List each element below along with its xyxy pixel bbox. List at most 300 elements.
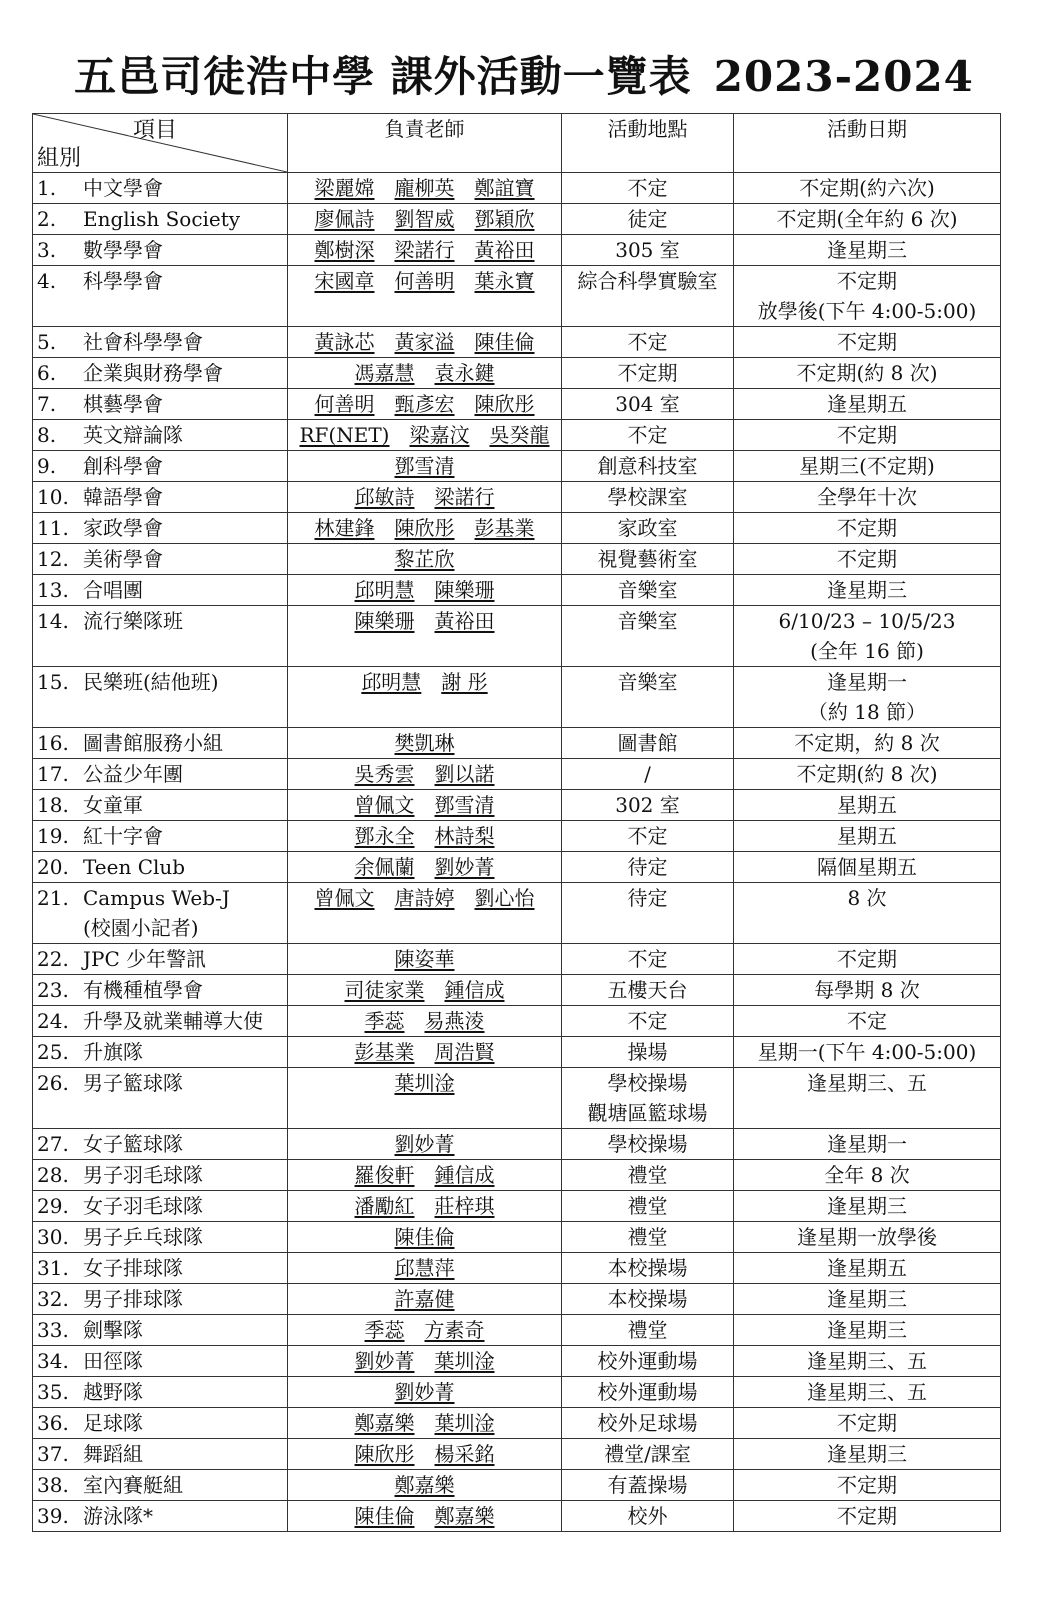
teacher-name: 劉妙菁 [354,1349,415,1373]
date-text: 星期一(下午 4:00-5:00) [757,1040,977,1064]
teacher-name: 莊梓琪 [434,1194,495,1218]
activity-cell [33,204,288,235]
teacher-name: 彭基業 [354,1040,415,1064]
row-number: 25. [37,1040,69,1064]
teachers-cell [288,235,562,266]
table-row [33,1439,1001,1470]
teachers-cell [288,358,562,389]
activity-cell [33,1315,288,1346]
date-cell [734,235,1001,266]
activity-name: 女子籃球隊 [83,1132,183,1156]
activity-name: 美術學會 [83,547,163,571]
location-text: 音樂室 [617,670,678,694]
teachers-cell [288,266,562,327]
location-cell [562,1068,734,1129]
activity-name: 女童軍 [83,793,143,817]
date-text: 逢星期三 [827,1287,907,1311]
activity-name: 韓語學會 [83,485,163,509]
activity-cell [33,266,288,327]
location-cell [562,790,734,821]
teacher-name: 甄彥宏 [394,392,455,416]
date-text: 星期五 [837,824,897,848]
date-cell [734,420,1001,451]
row-number: 23. [37,978,69,1002]
date-cell [734,575,1001,606]
activity-cell [33,451,288,482]
activity-cell [33,1346,288,1377]
date-text: 逢星期一放學後 [797,1225,937,1249]
teachers-cell [288,1006,562,1037]
location-cell [562,575,734,606]
activity-cell [33,358,288,389]
teachers-cell [288,575,562,606]
location-text: 本校操場 [607,1256,688,1280]
location-text: 圖書館 [617,731,678,755]
teacher-name: 陳樂珊 [354,609,415,633]
date-text: 逢星期一 [827,670,907,694]
activity-cell [33,235,288,266]
activity-name: 升學及就業輔導大使 [83,1009,263,1033]
date-cell [734,451,1001,482]
date-text: 逢星期三 [827,1194,907,1218]
teachers-cell [288,790,562,821]
location-cell [562,451,734,482]
teacher-name: 陳欣彤 [354,1442,415,1466]
location-text: 305 室 [615,238,680,262]
activity-name: 男子籃球隊 [83,1071,183,1095]
activity-name: 女子羽毛球隊 [83,1194,203,1218]
teacher-name: 鄧永全 [354,824,415,848]
teacher-name: 陳樂珊 [434,578,495,602]
activity-name: 企業與財務學會 [83,361,223,385]
location-text: 不定 [627,423,668,447]
row-number: 39. [37,1504,69,1528]
activity-cell [33,327,288,358]
table-row [33,1253,1001,1284]
teacher-name: 陳欣彤 [474,392,535,416]
date-text: (全年 16 節) [810,639,924,663]
date-cell [734,667,1001,728]
table-row [33,575,1001,606]
activity-name: 男子羽毛球隊 [83,1163,203,1187]
teacher-name: 梁麗嫦 [314,176,375,200]
teacher-name: 鄭嘉樂 [354,1411,415,1435]
date-cell [734,1346,1001,1377]
table-row [33,1284,1001,1315]
table-row [33,173,1001,204]
location-text: 校外運動場 [597,1380,698,1404]
teacher-name: 袁永鍵 [434,361,495,385]
date-text: 逢星期三、五 [807,1071,927,1095]
teacher-name: 邱明慧 [361,670,422,694]
date-cell [734,1191,1001,1222]
date-text: 不定期 [837,330,897,354]
teacher-name: 宋國章 [314,269,375,293]
activity-name: JPC 少年警訊 [83,947,207,971]
teachers-cell [288,1470,562,1501]
teacher-name: 潘勵紅 [354,1194,415,1218]
table-row [33,451,1001,482]
teachers-cell [288,1408,562,1439]
table-row [33,1346,1001,1377]
activity-cell [33,1037,288,1068]
teacher-name: 邱明慧 [354,578,415,602]
teacher-name: 曾佩文 [354,793,415,817]
row-number: 8. [37,423,57,447]
page-title [0,44,1048,104]
teacher-name: 周浩賢 [434,1040,495,1064]
location-cell [562,482,734,513]
teacher-name: 黃家溢 [394,330,455,354]
teacher-name: 廖佩詩 [314,207,375,231]
date-cell [734,544,1001,575]
date-cell [734,266,1001,327]
activity-cell [33,1501,288,1532]
teachers-cell [288,1315,562,1346]
row-number: 2. [37,207,57,231]
date-cell [734,327,1001,358]
location-text: 學校課室 [607,485,688,509]
activity-cell [33,1408,288,1439]
location-cell [562,1160,734,1191]
row-number: 5. [37,330,57,354]
teacher-name: 馮嘉慧 [354,361,415,385]
teacher-name: 鄭誼寶 [474,176,535,200]
date-cell [734,944,1001,975]
row-number: 12. [37,547,69,571]
teacher-name: 陳欣彤 [394,516,455,540]
row-number: 27. [37,1132,69,1156]
row-number: 11. [37,516,69,540]
teacher-name: 司徒家業 [344,978,425,1002]
row-number: 38. [37,1473,69,1497]
date-cell [734,1501,1001,1532]
location-text: 不定 [627,176,668,200]
location-text: 校外運動場 [597,1349,698,1373]
date-cell [734,1408,1001,1439]
activity-cell [33,575,288,606]
teacher-name: 葉圳淦 [434,1411,495,1435]
location-text: 不定期 [617,361,678,385]
teachers-cell [288,944,562,975]
activity-cell [33,1377,288,1408]
location-text: 待定 [627,855,668,879]
activity-name: 創科學會 [83,454,163,478]
date-text: （約 18 節） [807,700,927,724]
location-cell [562,1129,734,1160]
date-cell [734,1315,1001,1346]
teachers-cell [288,1160,562,1191]
teacher-name: 劉心怡 [474,886,535,910]
location-cell [562,235,734,266]
table-row [33,667,1001,728]
activity-name: 足球隊 [83,1411,143,1435]
activity-cell [33,1160,288,1191]
location-cell [562,728,734,759]
teacher-name: 鄭樹深 [314,238,375,262]
date-cell [734,606,1001,667]
date-text: 星期三(不定期) [799,454,935,478]
location-cell [562,606,734,667]
activity-name: 圖書館服務小組 [83,731,223,755]
date-text: 不定期 [837,547,897,571]
location-text: 待定 [627,886,668,910]
date-cell [734,1377,1001,1408]
teacher-name: 鄧穎欣 [474,207,535,231]
location-cell [562,759,734,790]
activity-cell [33,389,288,420]
row-number: 21. [37,886,69,910]
table-row [33,606,1001,667]
activity-name: 數學學會 [83,238,163,262]
activity-name: 英文辯論隊 [83,423,183,447]
location-cell [562,1037,734,1068]
activity-name: 合唱團 [83,578,143,602]
row-number: 13. [37,578,69,602]
table-row [33,1470,1001,1501]
location-cell [562,944,734,975]
location-cell [562,389,734,420]
row-number: 10. [37,485,69,509]
table-row [33,420,1001,451]
teacher-name: 邱敏詩 [354,485,415,509]
date-text: 星期五 [837,793,897,817]
teacher-name: 吳癸龍 [489,423,550,447]
teacher-name: 梁嘉汶 [409,423,470,447]
location-text: 不定 [627,824,668,848]
date-text: 逢星期三 [827,578,907,602]
row-number: 15. [37,670,69,694]
teachers-cell [288,1222,562,1253]
table-row [33,1129,1001,1160]
teacher-name: 劉智威 [394,207,455,231]
row-number: 31. [37,1256,69,1280]
header-row [33,114,1001,173]
row-number: 1. [37,176,57,200]
activity-cell [33,1191,288,1222]
header-location: 活動地點 [562,114,734,173]
teacher-name: 陳姿華 [394,947,455,971]
activity-name: 棋藝學會 [83,392,163,416]
row-number: 32. [37,1287,69,1311]
date-text: 不定期(約 8 次) [796,361,938,385]
table-row [33,1037,1001,1068]
activity-name-subtitle: (校園小記者) [83,916,199,940]
teacher-name: 易燕淩 [424,1009,485,1033]
title-year: 2023-2024 [713,52,974,101]
location-cell [562,1470,734,1501]
teachers-cell [288,482,562,513]
table-row [33,1408,1001,1439]
teacher-name: 葉圳淦 [434,1349,495,1373]
teacher-name: 劉妙菁 [434,855,495,879]
activity-cell [33,173,288,204]
row-number: 17. [37,762,69,786]
teacher-name: 黎芷欣 [394,547,455,571]
teacher-name: 陳佳倫 [354,1504,415,1528]
header-item-group-cell [33,114,288,173]
teacher-name: 劉妙菁 [394,1132,455,1156]
activity-cell [33,728,288,759]
location-text: 不定 [627,1009,668,1033]
location-cell [562,1408,734,1439]
location-text: 學校操場 [607,1132,688,1156]
activity-cell [33,852,288,883]
date-cell [734,173,1001,204]
date-cell [734,1037,1001,1068]
activity-cell [33,821,288,852]
date-cell [734,389,1001,420]
row-number: 19. [37,824,69,848]
teachers-cell [288,606,562,667]
teacher-name: 劉以諾 [434,762,495,786]
table-row [33,883,1001,944]
row-number: 29. [37,1194,69,1218]
date-cell [734,975,1001,1006]
table-row [33,852,1001,883]
table-row [33,513,1001,544]
date-text: 不定期 [837,1411,897,1435]
teachers-cell [288,883,562,944]
date-text: 不定期 [837,1473,897,1497]
teachers-cell [288,1346,562,1377]
teachers-cell [288,1068,562,1129]
location-text: 學校操場 [607,1071,688,1095]
teacher-name: 葉永寶 [474,269,535,293]
location-cell [562,327,734,358]
activity-cell [33,513,288,544]
teachers-cell [288,420,562,451]
activity-name: 男子排球隊 [83,1287,183,1311]
teachers-cell [288,759,562,790]
table-row [33,235,1001,266]
date-cell [734,1068,1001,1129]
date-cell [734,1222,1001,1253]
location-cell [562,1315,734,1346]
table-row [33,358,1001,389]
location-text: 302 室 [615,793,680,817]
location-cell [562,1191,734,1222]
date-cell [734,852,1001,883]
row-number: 7. [37,392,57,416]
table-row [33,266,1001,327]
location-text: 禮堂 [627,1225,668,1249]
date-cell [734,759,1001,790]
date-cell [734,358,1001,389]
teacher-name: 梁諾行 [434,485,495,509]
date-text: 不定期 [837,947,897,971]
teacher-name: 何善明 [394,269,455,293]
table-row [33,1501,1001,1532]
date-text: 全學年十次 [817,485,917,509]
activity-name: English Society [83,207,241,231]
activity-name: 劍擊隊 [83,1318,143,1342]
teachers-cell [288,667,562,728]
location-cell [562,667,734,728]
date-cell [734,482,1001,513]
table-row [33,327,1001,358]
table-row [33,759,1001,790]
teachers-cell [288,1501,562,1532]
location-text: 徒定 [627,207,668,231]
table-row [33,204,1001,235]
teachers-cell [288,728,562,759]
teachers-cell [288,1253,562,1284]
teachers-cell [288,544,562,575]
date-text: 不定期(全年約 6 次) [776,207,958,231]
location-text: 觀塘區籃球場 [587,1101,708,1125]
teacher-name: 羅俊軒 [354,1163,415,1187]
teacher-name: 余佩蘭 [354,855,415,879]
activity-cell [33,790,288,821]
activity-name: 紅十字會 [83,824,163,848]
teachers-cell [288,451,562,482]
location-text: 操場 [627,1040,668,1064]
teacher-name: 鍾信成 [444,978,505,1002]
location-cell [562,1284,734,1315]
activity-cell [33,482,288,513]
activity-name: 越野隊 [83,1380,143,1404]
date-text: 8 次 [847,886,887,910]
row-number: 14. [37,609,69,633]
date-cell [734,1006,1001,1037]
activity-name: 游泳隊* [83,1504,153,1528]
row-number: 9. [37,454,57,478]
header-date: 活動日期 [734,114,1001,173]
teachers-cell [288,513,562,544]
row-number: 22. [37,947,69,971]
location-cell [562,883,734,944]
date-text: 不定期 [837,423,897,447]
teacher-name: 楊采銘 [434,1442,495,1466]
activity-name: 民樂班(結他班) [83,670,219,694]
location-text: 音樂室 [617,578,678,602]
teacher-name: 陳佳倫 [394,1225,455,1249]
table-row [33,1068,1001,1129]
activity-cell [33,883,288,944]
location-cell [562,1222,734,1253]
activity-name: 公益少年團 [83,762,183,786]
date-cell [734,1470,1001,1501]
teacher-name: RF(NET) [299,423,390,447]
activity-name: 室內賽艇組 [83,1473,183,1497]
date-cell [734,1439,1001,1470]
location-cell [562,1006,734,1037]
row-number: 24. [37,1009,69,1033]
location-text: 家政室 [617,516,678,540]
row-number: 16. [37,731,69,755]
activity-cell [33,1222,288,1253]
date-cell [734,1129,1001,1160]
teacher-name: 葉圳淦 [394,1071,455,1095]
date-text: 逢星期五 [827,1256,907,1280]
teacher-name: 許嘉健 [394,1287,455,1311]
teacher-name: 方素奇 [424,1318,485,1342]
row-number: 34. [37,1349,69,1373]
location-text: 304 室 [615,392,680,416]
teachers-cell [288,173,562,204]
location-cell [562,173,734,204]
location-cell [562,852,734,883]
teacher-name: 龐柳英 [394,176,455,200]
teacher-name: 何善明 [314,392,375,416]
activity-name: 升旗隊 [83,1040,143,1064]
location-cell [562,1377,734,1408]
date-text: 隔個星期五 [817,855,917,879]
activities-table [32,113,1001,1532]
date-text: 逢星期三 [827,1442,907,1466]
location-cell [562,1253,734,1284]
